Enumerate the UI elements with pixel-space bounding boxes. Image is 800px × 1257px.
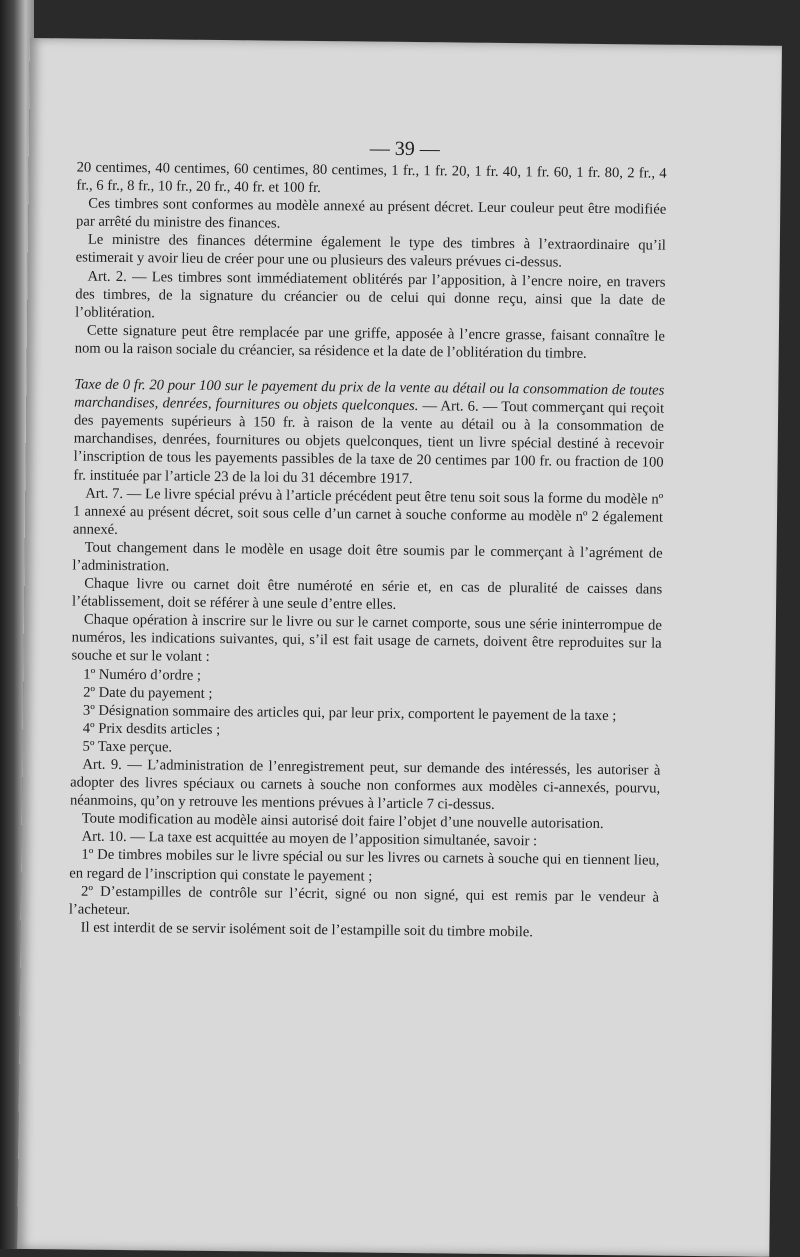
paragraph-text: — Art. 6. — Tout commerçant qui reçoit des payements supérieurs à 150 fr. à raison de la vente au détail ou à la consommation de marchandises, denrées, fournitures ou objets quelconques, tient un livre spécial destiné à recevoir l’inscription de tous les payements passibles de la taxe de 20 centimes par 100 fr. ou fraction de 100 fr. instituée par l’article 23 de la loi du 31 décembre 1917. xyxy=(73,398,665,487)
section-heading-paragraph xyxy=(73,376,664,491)
list-item: 4º Prix desdits articles ; xyxy=(82,720,221,738)
paragraph: Tout changement dans le modèle en usage doit être soumis par le commerçant à l’agrément de l’administration. xyxy=(72,539,663,575)
paragraph: Toute modification au modèle ainsi autorisé doit faire l’objet d’une nouvelle autorisation. xyxy=(81,810,604,833)
paragraph: Cette signature peut être remplacée par une griffe, apposée à l’encre grasse, faisant connaître le nom ou la raison sociale du créancier, sa résidence et la date de l’oblitération du timbre. xyxy=(74,322,665,362)
paragraph: Art. 2. — Les timbres sont immédiatement oblitérés par l’apposition, à l’encre noire, en travers des timbres, de la signature du créancier ou de celui qui donne reçu, ainsi que la date de l’oblitération. xyxy=(75,268,666,322)
list-item: 2º D’estampilles de contrôle sur l’écrit, signé ou non signé, qui est remis par le vendeur à l’acheteur. xyxy=(68,883,660,918)
paragraph: 20 centimes, 40 centimes, 60 centimes, 80 centimes, 1 fr., 1 fr. 20, 1 fr. 40, 1 fr. 60, 1 fr. 80, 2 fr., 4 fr., 6 fr., 8 fr., 10 fr., 20 fr., 40 fr. et 100 fr. xyxy=(76,159,667,197)
list-item: 3º Désignation sommaire des articles qui, par leur prix, comportent le payement de la taxe ; xyxy=(82,702,617,724)
section-heading: Taxe de 0 fr. 20 pour 100 sur le payement du prix de la vente au détail ou la consommation de toutes marchandises, denrées, fournitures ou objets quelconques. xyxy=(74,376,665,415)
list-item: 1º De timbres mobiles sur le livre spécial ou sur les livres ou carnets à souche qui en tiennent lieu, en regard de l’inscription qui constate le payement ; xyxy=(69,847,660,885)
paragraph: Chaque opération à inscrire sur le livre ou sur le carnet comporte, sous une série ininterrompue de numéros, les indications suivantes, qui, s’il est fait usage de carnets, doivent être reproduites sur la souche et sur le volant : xyxy=(71,611,662,666)
paragraph: Chaque livre ou carnet doit être numéroté en série et, en cas de pluralité de caisses dans l’établissement, doit se référer à une seule d’entre elles. xyxy=(72,575,663,614)
paragraph: Ces timbres sont conformes au modèle annexé au présent décret. Leur couleur peut être modifiée par arrêté du ministre des finances. xyxy=(75,195,667,232)
paragraph: Il est interdit de se servir isolément soit de l’estampille soit du timbre mobile. xyxy=(80,919,534,941)
list-item: 1º Numéro d’ordre ; xyxy=(83,666,202,684)
paragraph: Art. 10. — La taxe est acquittée au moyen de l’apposition simultanée, savoir : xyxy=(81,828,538,850)
page-number: — 39 — xyxy=(369,137,440,161)
book-page xyxy=(17,38,782,1257)
page-body xyxy=(69,158,667,942)
list-item: 5º Taxe perçue. xyxy=(82,738,173,756)
list-item: 2º Date du payement ; xyxy=(83,684,213,702)
paragraph: Le ministre des finances détermine également le type des timbres à l’extraordinaire qu’il estimerait y avoir lieu de créer pour une ou plusieurs des valeurs prévues ci-dessus. xyxy=(75,231,666,272)
paragraph: Art. 7. — Le livre spécial prévu à l’article précédent peut être tenu soit sous la forme du modèle nº 1 annexé au présent décret, soit sous celle d’un carnet à souche conforme au modèle nº 2 également annexé. xyxy=(72,485,664,538)
paragraph: Art. 9. — L’administration de l’enregistrement peut, sur demande des intéressés, les autoriser à adopter des livres spéciaux ou carnets à souche non conformes aux modèles ci-annexés, pourvu, néanmoins, qu’on y retrouve les mentions prévues à l’article 7 ci-dessus. xyxy=(69,756,661,814)
